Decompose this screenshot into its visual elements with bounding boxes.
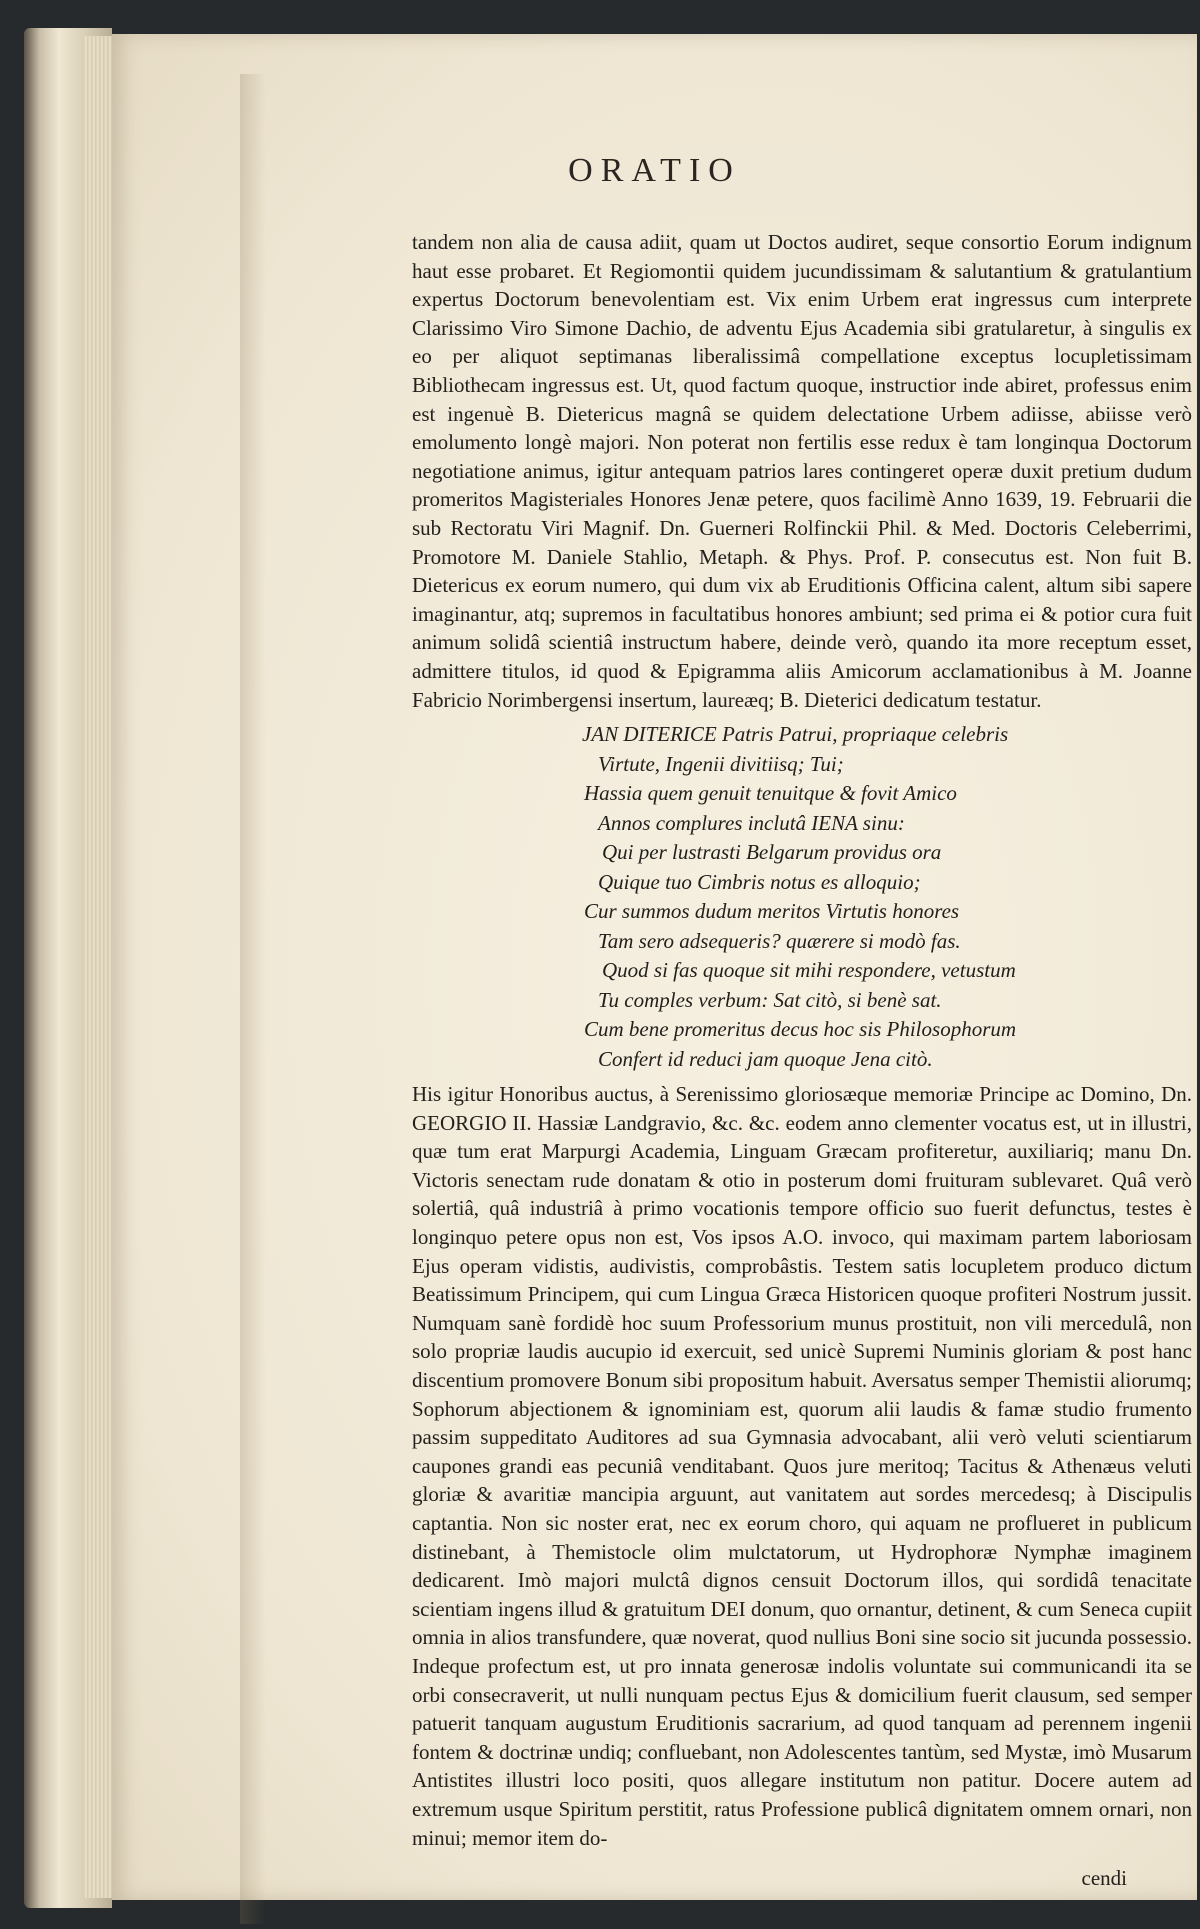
paragraph-1: tandem non alia de causa adiit, quam ut Doctos audiret, seque consortio Eorum indignum haut esse probaret. Et Regiomontii quidem jucundissimam & salutantium & gratulantium expertus Doctorum benevolentiam est. Vix enim Urbem erat ingressus cum interprete Clarissimo Viro Simone Dachio, de adventu Ejus Academia sibi gratularetur, à singulis ex eo per aliquot septimanas liberalissimâ compellatione exceptus locupletissimam Bibliothecam ingressus est. Ut, quod factum quoque, instructior inde abiret, professus enim est ingenuè B. Dietericus magnâ se quidem delectatione Urbem adiisse, abiisse verò emolumento longè majori. Non poterat non fertilis esse redux è tam longinqua Doctorum negotiatione animus, igitur antequam patrios lares contingeret operæ duxit pretium dudum promeritos Magisteriales Honores Jenæ petere, quos facilimè Anno 1639, 19. Februarii die sub Rectoratu Viri Magnif. Dn. Guerneri Rolfinckii Phil. & Med. Doctoris Celeberrimi, Promotore M. Daniele Stahlio, Metaph. & Phys. Prof. P. consecutus est. Non fuit B. Dietericus ex eorum numero, qui dum vix ab Eruditionis Officina calent, altum sibi sapere imaginantur, atq; supremos in facultatibus honores ambiunt; sed prima ei & potior cura fuit animum solidâ scientiâ instructum habere, deinde verò, quando ita more receptum esset, admittere titulos, id quod & Epigramma aliis Amicorum acclamationibus à M. Joanne Fabricio Norimbergensi insertum, laureæq; B. Dieterici dedicatum testatur. bbox=[412, 230, 1192, 712]
poem-line-11: Cum bene promeritus decus hoc sis Philosophorum bbox=[584, 1017, 1017, 1042]
poem-line-1: JAN DITERICE Patris Patrui, propriaque celebris bbox=[582, 722, 1009, 747]
running-head: ORATIO bbox=[568, 152, 741, 189]
poem-line-8: Tam sero adsequeris? quærere si modò fas. bbox=[598, 928, 961, 953]
poem-line-4: Annos complures inclutâ IENA sinu: bbox=[598, 810, 905, 835]
body-text bbox=[412, 228, 1192, 1852]
book-page bbox=[112, 34, 1197, 1900]
paragraph-2: His igitur Honoribus auctus, à Serenissimo gloriosæque memoriæ Principe ac Domino, Dn. GEORGIO II. Hassiæ Landgravio, &c. &c. eodem anno clementer vocatus est, ut in illustri, quæ tum erat Marpurgi Academia, Linguam Græcam profiteretur, auxiliariq; manu Dn. Victoris senectam rude donatam & otio in posterum domi fruituram sublevaret. Quâ verò solertiâ, quâ industriâ à primo vocationis tempore officio suo fuerit defunctus, testes è longinquo petere opus non est, Vos ipsos A.O. invoco, qui maximam partem laboriosam Ejus operam vidistis, audivistis, comprobâstis. Testem satis locupletem produco dictum Beatissimum Principem, qui cum Lingua Græca Historicen quoque profiteri Nostrum jussit. Numquam sanè fordidè hoc suum Professorium munus prostituit, non vili mercedulâ, non solo propriæ laudis aucupio id exercuit, sed unicè Supremi Numinis gloriam & post hanc discentium promovere Bonum sibi propositum habuit. Aversatus semper Themistii aliorumq; Sophorum abjectionem & ignominiam est, quorum alii laudis & famæ studio frumento passim suppeditato Auditores ad sua Gymnasia advocabant, alii verò veluti scientiarum caupones grandi eas pecuniâ venditabant. Quos jure meritoq; Tacitus & Athenæus veluti gloriæ & avaritiæ mancipia arguunt, aut vanitatem aut sordes mercedesq; à Discipulis captantia. Non sic noster erat, nec ex eorum choro, qui aquam ne proflueret in publicum distinebant, à Themistocle olim mulctatorum, ut Hydrophoræ Nymphæ imaginem dedicarent. Imò majori mulctâ dignos censuit Doctorum illos, qui sordidâ tenacitate scientiam ingens illud & gratuitum DEI donum, quo ornantur, detinent, & cum Seneca cupiit omnia in alios transfundere, quæ noverat, quod nullius Boni sine socio sit jucunda possessio. Indeque profectum est, ut pro innata generosæ indolis voluntate sui communicandi ita se orbi consecraverit, ut nulli nunquam pectus Ejus & domicilium fuerit clausum, sed semper patuerit tanquam augustum Eruditionis sacrarium, ad quod tanquam ad perennem ingenii fontem & doctrinæ undiq; confluebant, non Adolescentes tantùm, sed Mystæ, imò Musarum Antistites illustri loco positi, quos allegare institutum non patitur. Docere autem ad extremum usque Spiritum perstitit, ratus Professione publicâ dignitatem omnem ornari, non minui; memor item do- bbox=[412, 1082, 1192, 1850]
poem-line-2: Virtute, Ingenii divitiisq; Tui; bbox=[598, 751, 844, 776]
poem-line-7: Cur summos dudum meritos Virtutis honores bbox=[584, 899, 960, 924]
page-edges bbox=[84, 36, 114, 1898]
epigram bbox=[412, 720, 1192, 1074]
gutter-shadow bbox=[240, 74, 266, 1924]
poem-line-6: Quique tuo Cimbris notus es alloquio; bbox=[598, 869, 921, 894]
catchword: cendi bbox=[1081, 1866, 1127, 1890]
poem-line-5: Qui per lustrasti Belgarum providus ora bbox=[602, 840, 942, 865]
poem-line-3: Hassia quem genuit tenuitque & fovit Amico bbox=[584, 781, 957, 806]
poem-line-10: Tu comples verbum: Sat citò, si benè sat. bbox=[598, 987, 942, 1012]
poem-line-9: Quod si fas quoque sit mihi respondere, vetustum bbox=[602, 958, 1016, 983]
poem-line-12: Confert id reduci jam quoque Jena citò. bbox=[598, 1046, 933, 1071]
